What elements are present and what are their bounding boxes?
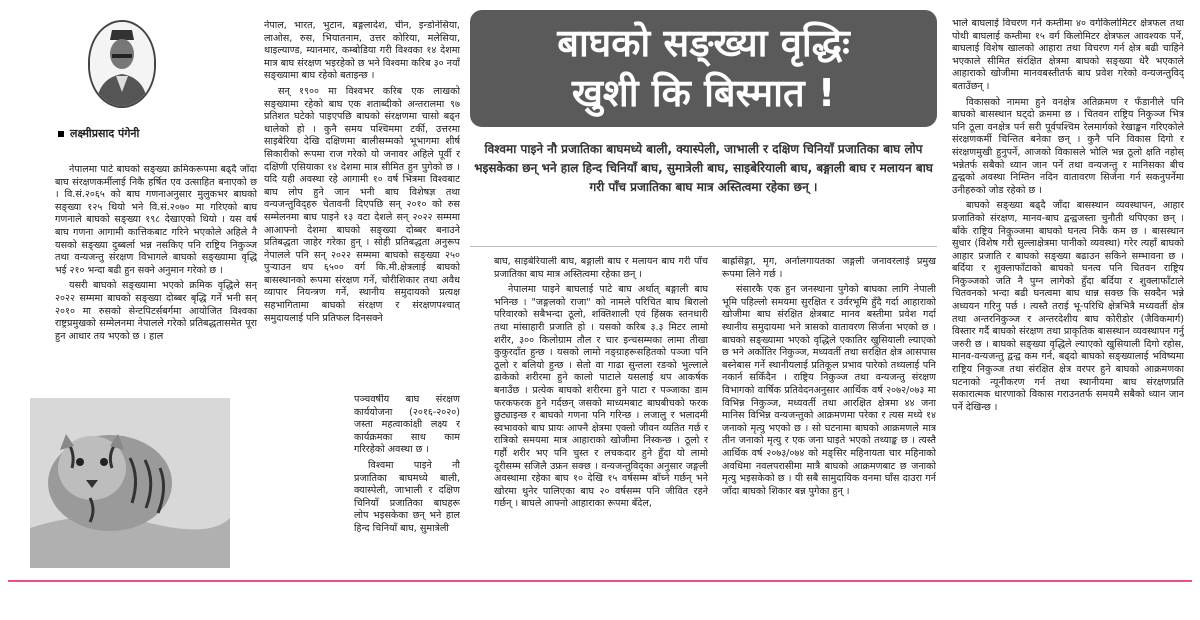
headline-line-2: खुशी कि बिस्मात ! bbox=[571, 71, 836, 115]
column-3 bbox=[494, 256, 708, 574]
paragraph: नेपालमा पाइने बाघलाई पाटे बाघ अर्थात् बङ्गाली बाघ भनिन्छ । "जङ्गलको राजा" को नामले परिचित बाघ बिरालो परिवारको सबैभन्दा ठूलो, शक्तिशाली एवं हिंस्रक स्तनधारी तथा मांसाहारी प्रजाति हो । यसको करिब ३.३ मिटर लामो शरीर, ३०० किलोग्राम तौल र चार इन्चसम्मका लामा तीखा कुकुरदाँत हुन्छ । यसको लामो नङ्ग्राहरूसहितको पञ्जा पनि ठूलो र बलियो हुन्छ । सेतो वा गाढा सुन्तला रङको भुल्लाले ढाकेको शरीरमा हुने कालो पाटाले यसलाई थप आकर्षक बनाउँछ । प्रत्येक बाघको शरीरमा हुने पाटा र पञ्जाका डाम फरकफरक हुने गर्दछन् जसको माध्यमबाट बाघबीचको फरक छुट्याइन्छ र बाघको गणना पनि गरिन्छ । लजालु र भलादमी स्वभावको बाघ प्रायः आफ्नै क्षेत्रमा एक्लो जीवन व्यतित गर्छ र रात्रिको समयमा मात्र आहाराको खोजीमा निस्कन्छ । ठूलो र गर्हौ शरीर भए पनि चुस्त र लचकदार हुने हुँदा यो लामो दूरीसम्म सजिलै उफ्रन सक्छ । वन्यजन्तुविद्का अनुसार जङ्गली अवस्थामा रहेका बाघ १० देखि १५ वर्षसम्म बाँच्ने गर्छन् भने खोरमा थुनेर पालिएका बाघ २० वर्षसम्म पनि जीवित रहने गर्छन् । बाघले आफ्नो आहाराका रूपमा बँदेल, bbox=[494, 284, 708, 510]
paragraph: भाले बाघलाई विचरण गर्न कम्तीमा ४० वर्गकिलोमिटर क्षेत्रफल तथा पोथी बाघलाई कम्तीमा १५ वर्ग किलोमिटर क्षेत्रफल आवश्यक पर्ने, बाघलाई विशेष खालको आहारा तथा विचरण गर्न क्षेत्र बढी चाहिने भएकाले सीमित संरक्षित क्षेत्रमा बाघको सङ्ख्या धेरै भएकाले आहाराको खोजीमा मानवबस्तीतर्फ बाघ प्रवेश गरेको वन्यजन्तुविद् बताउँछन् । bbox=[952, 18, 1184, 92]
column-5 bbox=[952, 18, 1184, 574]
page-footer-rule bbox=[8, 580, 1192, 582]
pull-quote: विश्वमा पाइने नौ प्रजातिका बाघमध्ये बाली, क्यास्पेली, जाभाली र दक्षिण चिनियाँ प्रजातिका बाघ लोप भइसकेका छन् भने हाल हिन्द चिनियाँ बाघ, सुमात्रेली बाघ, साइबेरियाली बाघ, बङ्गाली बाघ र मलायन बाघ गरी पाँच प्रजातिका बाघ मात्र अस्तित्वमा रहेका छन् । bbox=[474, 142, 933, 194]
author-portrait-icon bbox=[90, 22, 154, 106]
paragraph: बाघ, साइबेरियाली बाघ, बङ्गाली बाघ र मलायन बाघ गरी पाँच प्रजातिका बाघ मात्र अस्तित्वमा रहेका छन् । bbox=[494, 256, 708, 280]
paragraph: बाघको सङ्ख्या बढ्दै जाँदा बासस्थान व्यवस्थापन, आहार प्रजातिको संरक्षण, मानव-बाघ द्वन्द्वजस्ता चुनौती थपिएका छन् । बाँके राष्ट्रिय निकुञ्जमा बाघको घनत्व निकै कम छ । बासस्थान सुधार (विशेष गरी सुल्लाक्षेत्रमा पानीको व्यवस्था) गरेर त्यहाँ बाघको आहार प्रजाति र बाघको सङ्ख्या बढाउन सकिने सम्भावना छ । बर्दिया र शुक्लाफाँटाको बाघको घनत्व पनि चितवन राष्ट्रिय निकुञ्जको जति नै पुग्न लागेको हुँदा बर्दिया र शुक्लाफाँटाले चितवनको भन्दा बढी घनत्वमा बाघ धान्न सक्छ कि सक्दैन भन्ने अध्ययन गरिनु पर्छ । त्यस्तै तराई भू-परिधि क्षेत्रभित्रै मध्यवर्ती क्षेत्र तथा अन्तरनिकुञ्ज र अन्तरदेशीय बाघ कोरीडोर (जैविकमार्ग) विस्तार गर्दै बाघको संरक्षण तथा प्राकृतिक बासस्थान व्यवस्थापन गर्नु जरुरी छ । बाघको सङ्ख्या वृद्धिले ल्याएको खुसियाली दिगो रहोस, मानव-वन्यजन्तु द्वन्द्व कम गर्न, बढ्दो बाघको सङ्ख्यालाई भविष्यमा राष्ट्रिय निकुञ्ज तथा संरक्षित क्षेत्र वरपर हुने बाघको आक्रमणका घटनाको न्यूनीकरण गर्न तथा स्थानीयमा बाघ संरक्षणप्रति सकारात्मक धारणाको विकास गराउनतर्फ समयमै सबैको ध्यान जान पर्ने देखिन्छ । bbox=[952, 200, 1184, 413]
headline-box bbox=[470, 10, 937, 127]
tiger-icon bbox=[30, 398, 230, 568]
author-photo bbox=[88, 20, 156, 108]
paragraph: सन् १९०० मा विश्वभर करिब एक लाखको सङ्ख्यामा रहेको बाघ एक शताब्दीको अन्तरालमा ९७ प्रतिशत घटेको पाइएपछि बाघको संरक्षणमा चासो बढ्न थालेको हो । कुनै समय पश्चिममा टर्की, उत्तरमा साइबेरिया देखि दक्षिणमा बालीसम्मको भूभागमा शीर्ष सिकारीको रूपमा राज गरेको यो जनावर अहिले पूर्वी र दक्षिणी एसियाका १४ देशमा मात्र सीमित हुन पुगेको छ । यदि यही अवस्था रहे आगामी १० वर्ष भित्रमा विश्वबाट बाघ लोप हुने जान भनी बाघ विशेषज्ञ तथा वन्यजन्तुविद्हरु चेतावनी दिएपछि सन् २०१० को रुस सम्मेलनमा बाघ पाइने १३ वटा देशले सन् २०२२ सम्ममा आआफ्नो देशमा बाघको सङ्ख्या दोब्बर बनाउने प्रतिबद्धता जाहेर गरेका हुन् । सोही प्रतिबद्धता अनुरूप नेपालले पनि सन् २०२२ सम्ममा बाघको सङ्ख्या २५० पुऱ्याउन थप ६५०० वर्ग कि.मी.क्षेत्रलाई बाघको बासस्थानको रूपमा संरक्षण गर्ने, चोरीशिकार तथा अवैध व्यापार नियन्त्रण गर्ने, स्थानीय समुदायको प्रत्यक्ष सहभागितामा बाघको संरक्षण र संरक्षणपश्चात् समुदायलाई पनि प्रतिफल दिनसक्ने bbox=[264, 85, 460, 324]
bullet-square-icon bbox=[58, 131, 64, 137]
paragraph: संसारकै एक हुन जनस्थाना पुगेको बाघका लागि नेपाली भूमि पहिल्लो समयमा सुरक्षित र उर्वरभूमि हुँदै गर्दा आहाराको खोजीमा बाघ संरक्षित क्षेत्रबाट मानव बस्तीमा प्रवेश गर्दा स्थानीय समुदायमा भने त्रासको वातावरण सिर्जना भएको छ । बाघको सङ्ख्यामा भएको वृद्धिले एकातिर खुसियाली ल्याएको छ भने अर्कोतिर निकुञ्ज, मध्यवर्ती तथा सरक्षित क्षेत्र आसपास बस्नेबास गर्ने स्थानीयलाई प्रतिकूल प्रभाव पारेको तथ्यलाई पनि नकार्न सकिँदैन । राष्ट्रिय निकुञ्ज तथा वन्यजन्तु संरक्षण विभागको वार्षिक प्रतिवेदनअनुसार आर्थिक वर्ष २०७२/०७३ मा विभिन्न निकुञ्ज, मध्यवर्ती तथा आरक्षित क्षेत्रमा ४४ जना मानिस विभिन्न वन्यजन्तुको आक्रमणमा परेका र त्यस मध्ये १४ जनाको मृत्यु भएको छ । सो घटनामा बाघको आक्रमणले मात्र तीन जनाको मृत्यु र एक जना घाइते भएको तथ्याङ्क छ । त्यस्तै आर्थिक वर्ष २०७३/०७४ को मङ्सिर महिनायता चार महिनाको अवधिमा नवलपरासीमा मात्रै बाघको आक्रमणबाट छ जनाको मृत्यु भइसकेको छ । यी सबै सामुदायिक वनमा घाँस दाउरा गर्न जाँदा बाघको शिकार बन्न पुगेका हुन् । bbox=[722, 284, 936, 497]
paragraph: नेपाल, भारत, भुटान, बङ्गलादेश, चीन, इन्डोनेसिया, लाओस, रुस, भियातनाम, उत्तर कोरिया, मलेसिया, थाइल्याण्ड, म्यानमार, कम्बोडिया गरी विश्वका १४ देशमा मात्र बाघ संरक्षण भइरहेको छ भने विश्वमा करिब ३० नयाँ सङ्ख्यामा बाघ रहेको बताइन्छ । bbox=[264, 20, 460, 82]
paragraph: पञ्चवर्षीय बाघ संरक्षण कार्ययोजना (२०१६-२०२०) जस्ता महत्वाकांक्षी लक्ष्य र कार्यक्रमका साथ काम गरिरहेको अवस्था छ । bbox=[354, 394, 460, 456]
author-name: लक्ष्मीप्रसाद पंगेनी bbox=[70, 127, 140, 140]
column-2-bottom bbox=[240, 394, 460, 574]
headline-line-1: बाघको सङ्ख्या वृद्धिः bbox=[557, 21, 850, 65]
tiger-photo bbox=[30, 398, 230, 568]
paragraph: बाह्रसिङ्गा, मृग, अर्नालगायतका जङ्गली जनावरलाई प्रमुख रूपमा लिने गर्छ । bbox=[722, 256, 936, 280]
column-1 bbox=[55, 164, 257, 389]
divider bbox=[470, 246, 937, 247]
paragraph: नेपालमा पाटे बाघको सङ्ख्या क्रमिकरूपमा बढ्दै जाँदा बाघ संरक्षणकर्मीलाई निकै हर्षित एव उत्साहित बनाएको छ । वि.सं.२०६५ को बाघ गणनाअनुसार मुलुकभर बाघको सङ्ख्या १२५ थियो भने वि.सं.२०७० मा गरिएको बाघ गणनाले बाघको सङ्ख्या १९८ देखाएको थियो । यस वर्ष बाघ गणना आगामी कात्तिकबाट गरिने भएकोले अहिले नै यसको सङ्ख्या दुब्बर्ला भन्न नसकिए पनि राष्ट्रिय निकुञ्ज तथा वन्यजन्तु संरक्षण विभागले बाघको सङ्ख्यामा वृद्धि भई २१० भन्दा बढी हुन सक्ने अनुमान गरेको छ । bbox=[55, 164, 257, 276]
paragraph: विकासको नाममा हुने वनक्षेत्र अतिक्रमण र फँडानीले पनि बाघको बासस्थान घट्दो क्रममा छ । चितवन राष्ट्रिय निकुञ्ज भित्र पनि ठूला वनक्षेत्र पर्न सरी पूर्वपश्चिम रेलमार्गको रेखाङ्कन गरिएकोले संरक्षणकर्मी चिन्तित बनेका छन् । कुनै पनि विकास दिगो र संरक्षणमुखी हुनुपर्ने, आजको विकासले भोलि भन्न ठूलो क्षति नहोस् भन्नेतर्फ सबैको ध्यान जान पर्ने तथा वन्यजन्तु र मानिसका बीच द्वन्द्वको अवस्था निम्तिन नदिन वातावरण सिर्जना गर्न सकनुपर्नेमा उनीहरुको जोड रहेको छ । bbox=[952, 96, 1184, 196]
column-4 bbox=[722, 256, 936, 574]
paragraph: यसरी बाघको सङ्ख्यामा भएको क्रमिक वृद्धिले सन् २०२२ सम्ममा बाघको सङ्ख्या दोब्बर बृद्धि गर्ने भनी सन् २०१० मा रुसको सेन्टपिटर्सबर्गमा आयोजित विश्वका राष्ट्रप्रमुखको सम्मेलनमा नेपालले गरेको प्रतिबद्धतासमेत पूरा हुन आधार तय भएको छ । हाल bbox=[55, 280, 257, 342]
paragraph: विश्वमा पाइने नौ प्रजातिका बाघमध्ये बाली, क्यास्पेली, जाभाली र दक्षिण चिनियाँ प्रजातिका बाघहरू लोप भइसकेका छन् भने हाल हिन्द चिनियाँ बाघ, सुमात्रेली bbox=[354, 459, 460, 534]
author-byline bbox=[58, 126, 139, 141]
column-2-top bbox=[264, 20, 460, 392]
